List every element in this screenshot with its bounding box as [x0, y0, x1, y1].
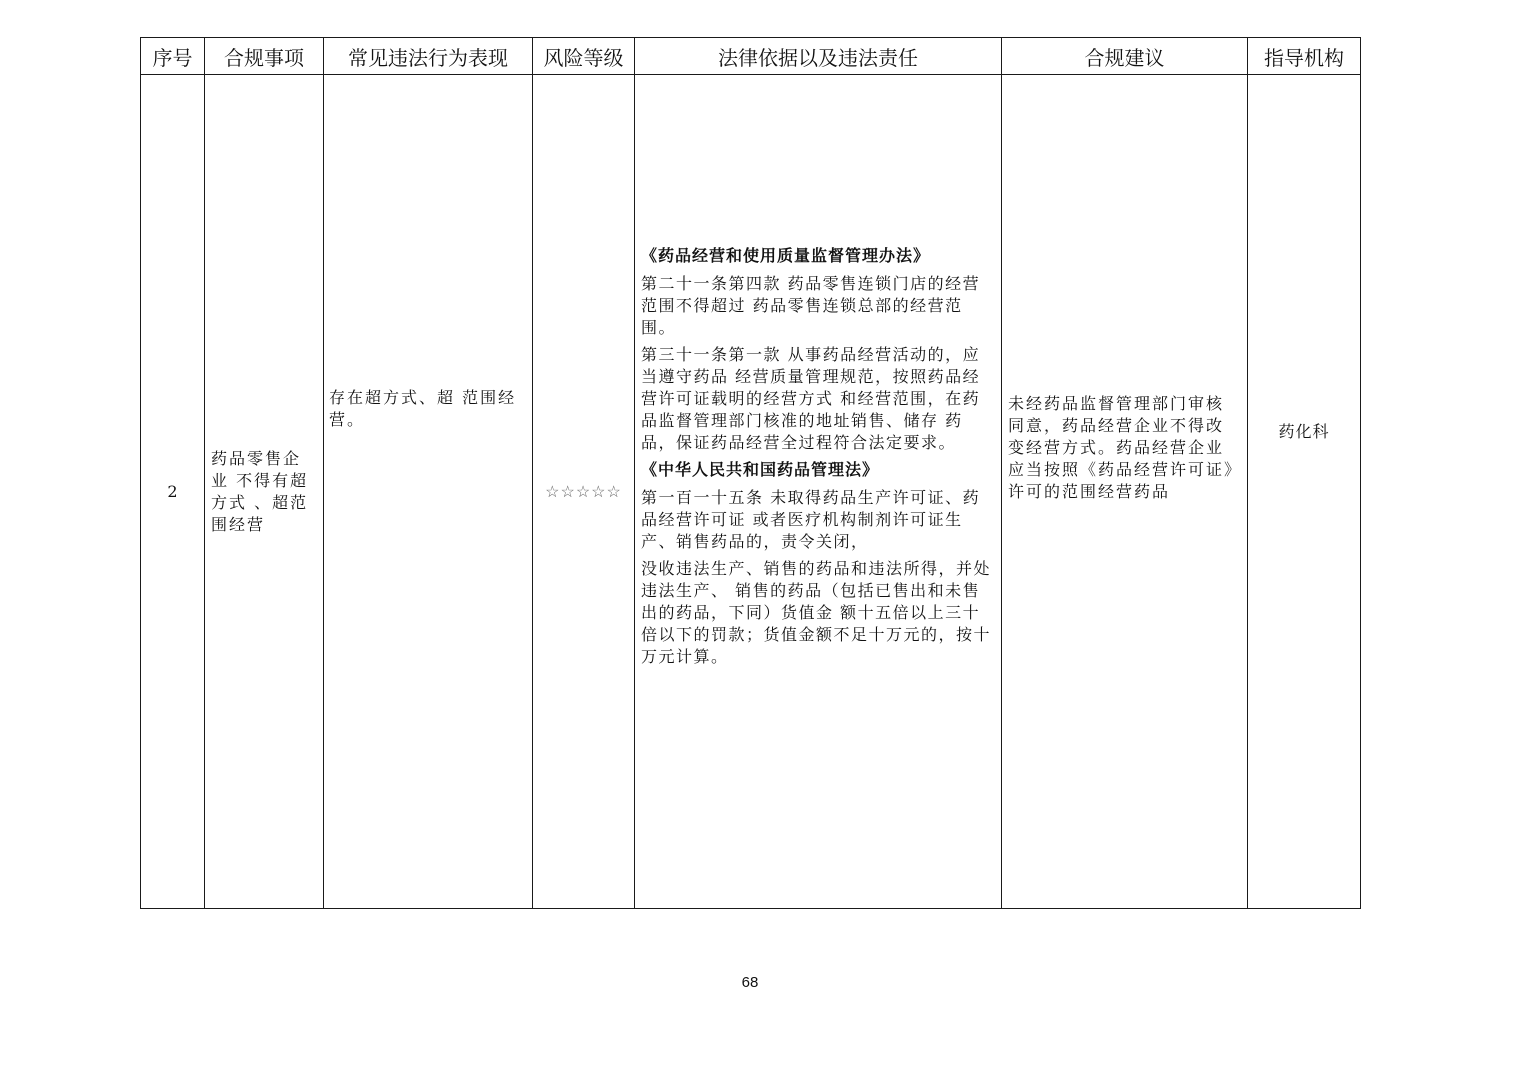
- header-seq: 序号: [141, 38, 205, 75]
- cell-behavior: 存在超方式、超 范围经营。: [324, 75, 533, 909]
- law-paragraph-2: 第三十一条第一款 从事药品经营活动的，应当遵守药品 经营质量管理规范，按照药品经营许可证载明的经营方式 和经营范围，在药品监督管理部门核准的地址销售、储存 药品，保证药品经营全过程符合法定要求。: [641, 345, 981, 452]
- cell-law: [635, 75, 1002, 909]
- header-risk: 风险等级: [533, 38, 635, 75]
- table-row: [141, 75, 1361, 909]
- cell-dept: 药化科: [1248, 75, 1361, 909]
- cell-seq: 2: [141, 75, 205, 909]
- law-title-1: 《药品经营和使用质量监督管理办法》: [641, 246, 931, 265]
- regulation-table: [140, 37, 1361, 909]
- header-law: 法律依据以及违法责任: [635, 38, 1002, 75]
- header-behavior: 常见违法行为表现: [324, 38, 533, 75]
- cell-advice: 未经药品监督管理部门审核同意，药品经营企业不得改变经营方式。药品经营企业应当按照《药品经营许可证》许可的范围经营药品: [1002, 75, 1248, 909]
- law-title-2: 《中华人民共和国药品管理法》: [641, 460, 880, 479]
- law-paragraph-4: 没收违法生产、销售的药品和违法所得，并处违法生产、 销售的药品（包括已售出和未售出的药品，下同）货值金 额十五倍以上三十倍以下的罚款；货值金额不足十万元的，按十万元计算。: [641, 559, 992, 666]
- cell-risk-stars: ☆☆☆☆☆: [533, 75, 635, 909]
- cell-item: 药品零售企业 不得有超方式 、超范围经营: [205, 75, 324, 909]
- law-paragraph-3: 第一百一十五条 未取得药品生产许可证、药品经营许可证 或者医疗机构制剂许可证生产、销售药品的，责令关闭，: [641, 488, 981, 551]
- header-item: 合规事项: [205, 38, 324, 75]
- header-dept: 指导机构: [1248, 38, 1361, 75]
- header-advice: 合规建议: [1002, 38, 1248, 75]
- table-header-row: [141, 38, 1361, 75]
- page-number: 68: [741, 974, 759, 991]
- law-paragraph-1: 第二十一条第四款 药品零售连锁门店的经营范围不得超过 药品零售连锁总部的经营范围。: [641, 274, 981, 337]
